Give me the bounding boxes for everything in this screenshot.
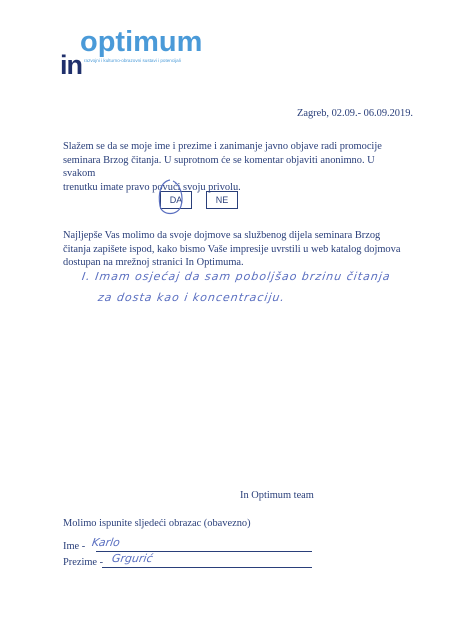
last-name-value: Grgurić [111,552,154,565]
form-intro: Molimo ispunite sljedeći obrazac (obavezno) [63,518,251,529]
in-optimum-logo [60,28,240,80]
yes-selection-circle [156,178,186,218]
first-name-value: Karlo [91,536,121,549]
logo-in-text: in [60,50,82,80]
handwritten-comment-line-2: za dosta kao i koncentraciju. [97,291,286,304]
last-name-field[interactable] [102,567,312,568]
first-name-label: Ime - [63,541,86,552]
last-name-label: Prezime - [63,557,104,568]
logo-optimum-text: optimum [80,26,203,58]
consent-line-1: Slažem se da se moje ime i prezime i zanimanje javno objave radi promocije [63,141,382,152]
request-line-1: Najljepše Vas molimo da svoje dojmove sa službenog dijela seminara Brzog [63,230,381,241]
consent-yes-box[interactable]: DA [160,191,192,209]
request-line-2: čitanja zapišete ispod, kako bismo Vaše impresije uvrstili u web katalog dojmova [63,243,401,255]
handwritten-comment-line-1: I. Imam osjećaj da sam poboljšao brzinu čitanja [81,270,392,283]
request-line-3: dostupan na mrežnoj stranici In Optimuma. [63,257,244,269]
consent-paragraph [63,140,403,194]
request-paragraph [63,229,403,270]
consent-no-box[interactable]: NE [206,191,238,209]
logo-tagline: razvojni i kulturno-obrazovni sustavi i potencijali [84,58,181,63]
consent-line-3: trenutku imate pravo povući svoju privolu. [63,181,241,193]
document-date: Zagreb, 02.09.- 06.09.2019. [296,108,413,119]
signoff-team: In Optimum team [240,490,314,501]
consent-line-2: seminara Brzog čitanja. U suprotnom će se komentar objaviti anonimno. U svakom [63,154,375,180]
